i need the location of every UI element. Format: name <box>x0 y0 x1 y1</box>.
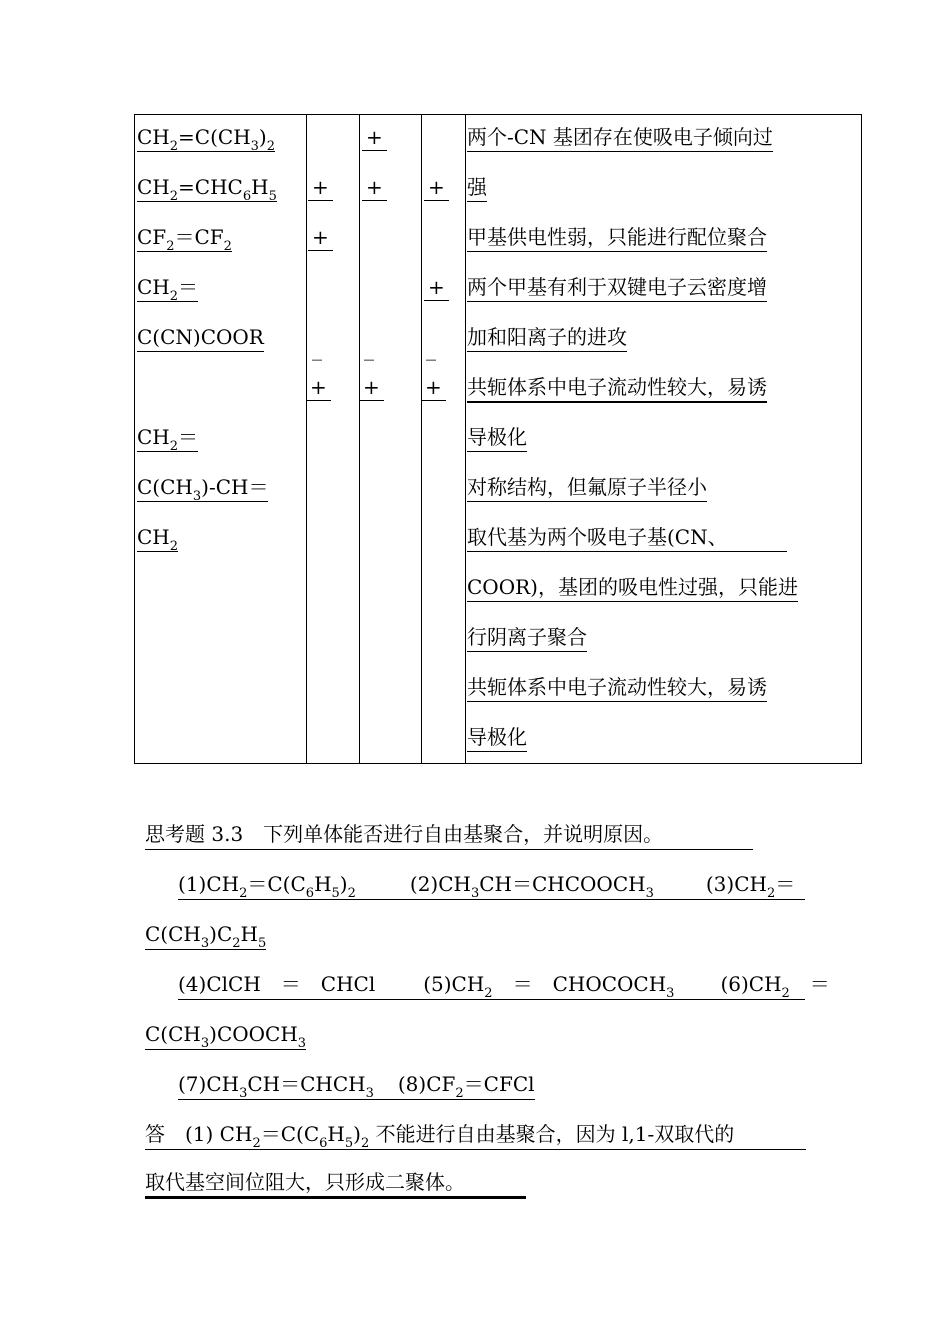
monomer-1: $CH_2=C(CH_3)_2$ <box>137 125 276 154</box>
reason-line: 甲基供电性弱，只能进行配位聚合 <box>467 224 767 252</box>
question-items-line-1: $(1)CH_2=C(C_6H_5)_2$ $(2)CH_3CH=CHCOOCH_3$ $(3)CH_2=$ <box>178 870 805 900</box>
monomer-5b: $C(CH_3)-CH=$ <box>137 475 269 504</box>
reason-line: 两个-CN 基团存在使吸电子倾向过 <box>467 124 773 152</box>
reason-line: COOR)，基团的吸电性过强，只能进 <box>467 574 798 602</box>
question-items-line-3: (4)ClCH ＝ CHCl $(5)CH_2$ ＝ $CHOCOCH_3$ $(6)CH_2$ ＝ <box>178 972 830 1001</box>
monomer-4a: $CH_2=$ <box>137 275 199 304</box>
reason-line: 导极化 <box>467 724 527 752</box>
question-items-line-2: $C(CH_3)C_2H_5$ <box>145 922 267 951</box>
monomer-5a: $CH_2=$ <box>137 425 199 454</box>
monomer-2: $CH_2=CHC_6H_5$ <box>137 175 277 204</box>
answer-line-2: 取代基空间位阻大，只形成二聚体。 <box>145 1168 526 1199</box>
reason-line: 共轭体系中电子流动性较大，易诱 <box>467 674 767 702</box>
monomer-5c: $CH_2$ <box>137 525 179 554</box>
column-divider <box>359 114 360 763</box>
question-items-line-4: $C(CH_3)COOCH_3$ <box>145 1022 307 1051</box>
mark-c3-r1: + <box>362 124 387 151</box>
table-top-border <box>134 114 862 115</box>
mark-c4-r5: _ <box>426 337 436 361</box>
mark-c3-r2: + <box>362 174 387 201</box>
reason-line: 取代基为两个吸电子基(CN、 <box>467 524 787 552</box>
mark-c3-r6: + <box>359 374 384 401</box>
reason-line: 强 <box>467 174 487 202</box>
mark-c4-r2: + <box>424 174 449 201</box>
reason-line: 行阴离子聚合 <box>467 624 587 652</box>
mark-c4-r6: + <box>421 374 446 401</box>
answer-line-1: 答 (1) $CH_2=C(C_6H_5)_2$ 不能进行自由基聚合，因为 l,1-双取代的 <box>145 1120 806 1150</box>
mark-c3-r5: _ <box>364 337 374 361</box>
reason-line: 导极化 <box>467 424 527 452</box>
column-divider <box>421 114 422 763</box>
reason-line: 共轭体系中电子流动性较大，易诱 <box>467 374 767 403</box>
reason-line: 加和阳离子的进攻 <box>467 324 627 352</box>
question-items-line-5: $(7)CH_3CH=CHCH_3$ $(8)CF_2=CFCl$ <box>178 1072 535 1101</box>
monomer-3: $CF_2=CF_2$ <box>137 225 232 254</box>
mark-c2-r5: _ <box>312 337 322 361</box>
reason-line: 两个甲基有利于双键电子云密度增 <box>467 274 767 302</box>
monomer-4b: C(CN)COOR <box>137 324 264 352</box>
column-divider <box>306 114 307 763</box>
mark-c2-r3: + <box>308 224 333 251</box>
column-divider <box>465 114 466 763</box>
reason-line: 对称结构，但氟原子半径小 <box>467 474 707 502</box>
mark-c4-r4: + <box>424 274 449 301</box>
mark-c2-r6: + <box>306 374 331 401</box>
question-title: 思考题 3.3 下列单体能否进行自由基聚合，并说明原因。 <box>145 820 753 850</box>
mark-c2-r2: + <box>308 174 333 201</box>
